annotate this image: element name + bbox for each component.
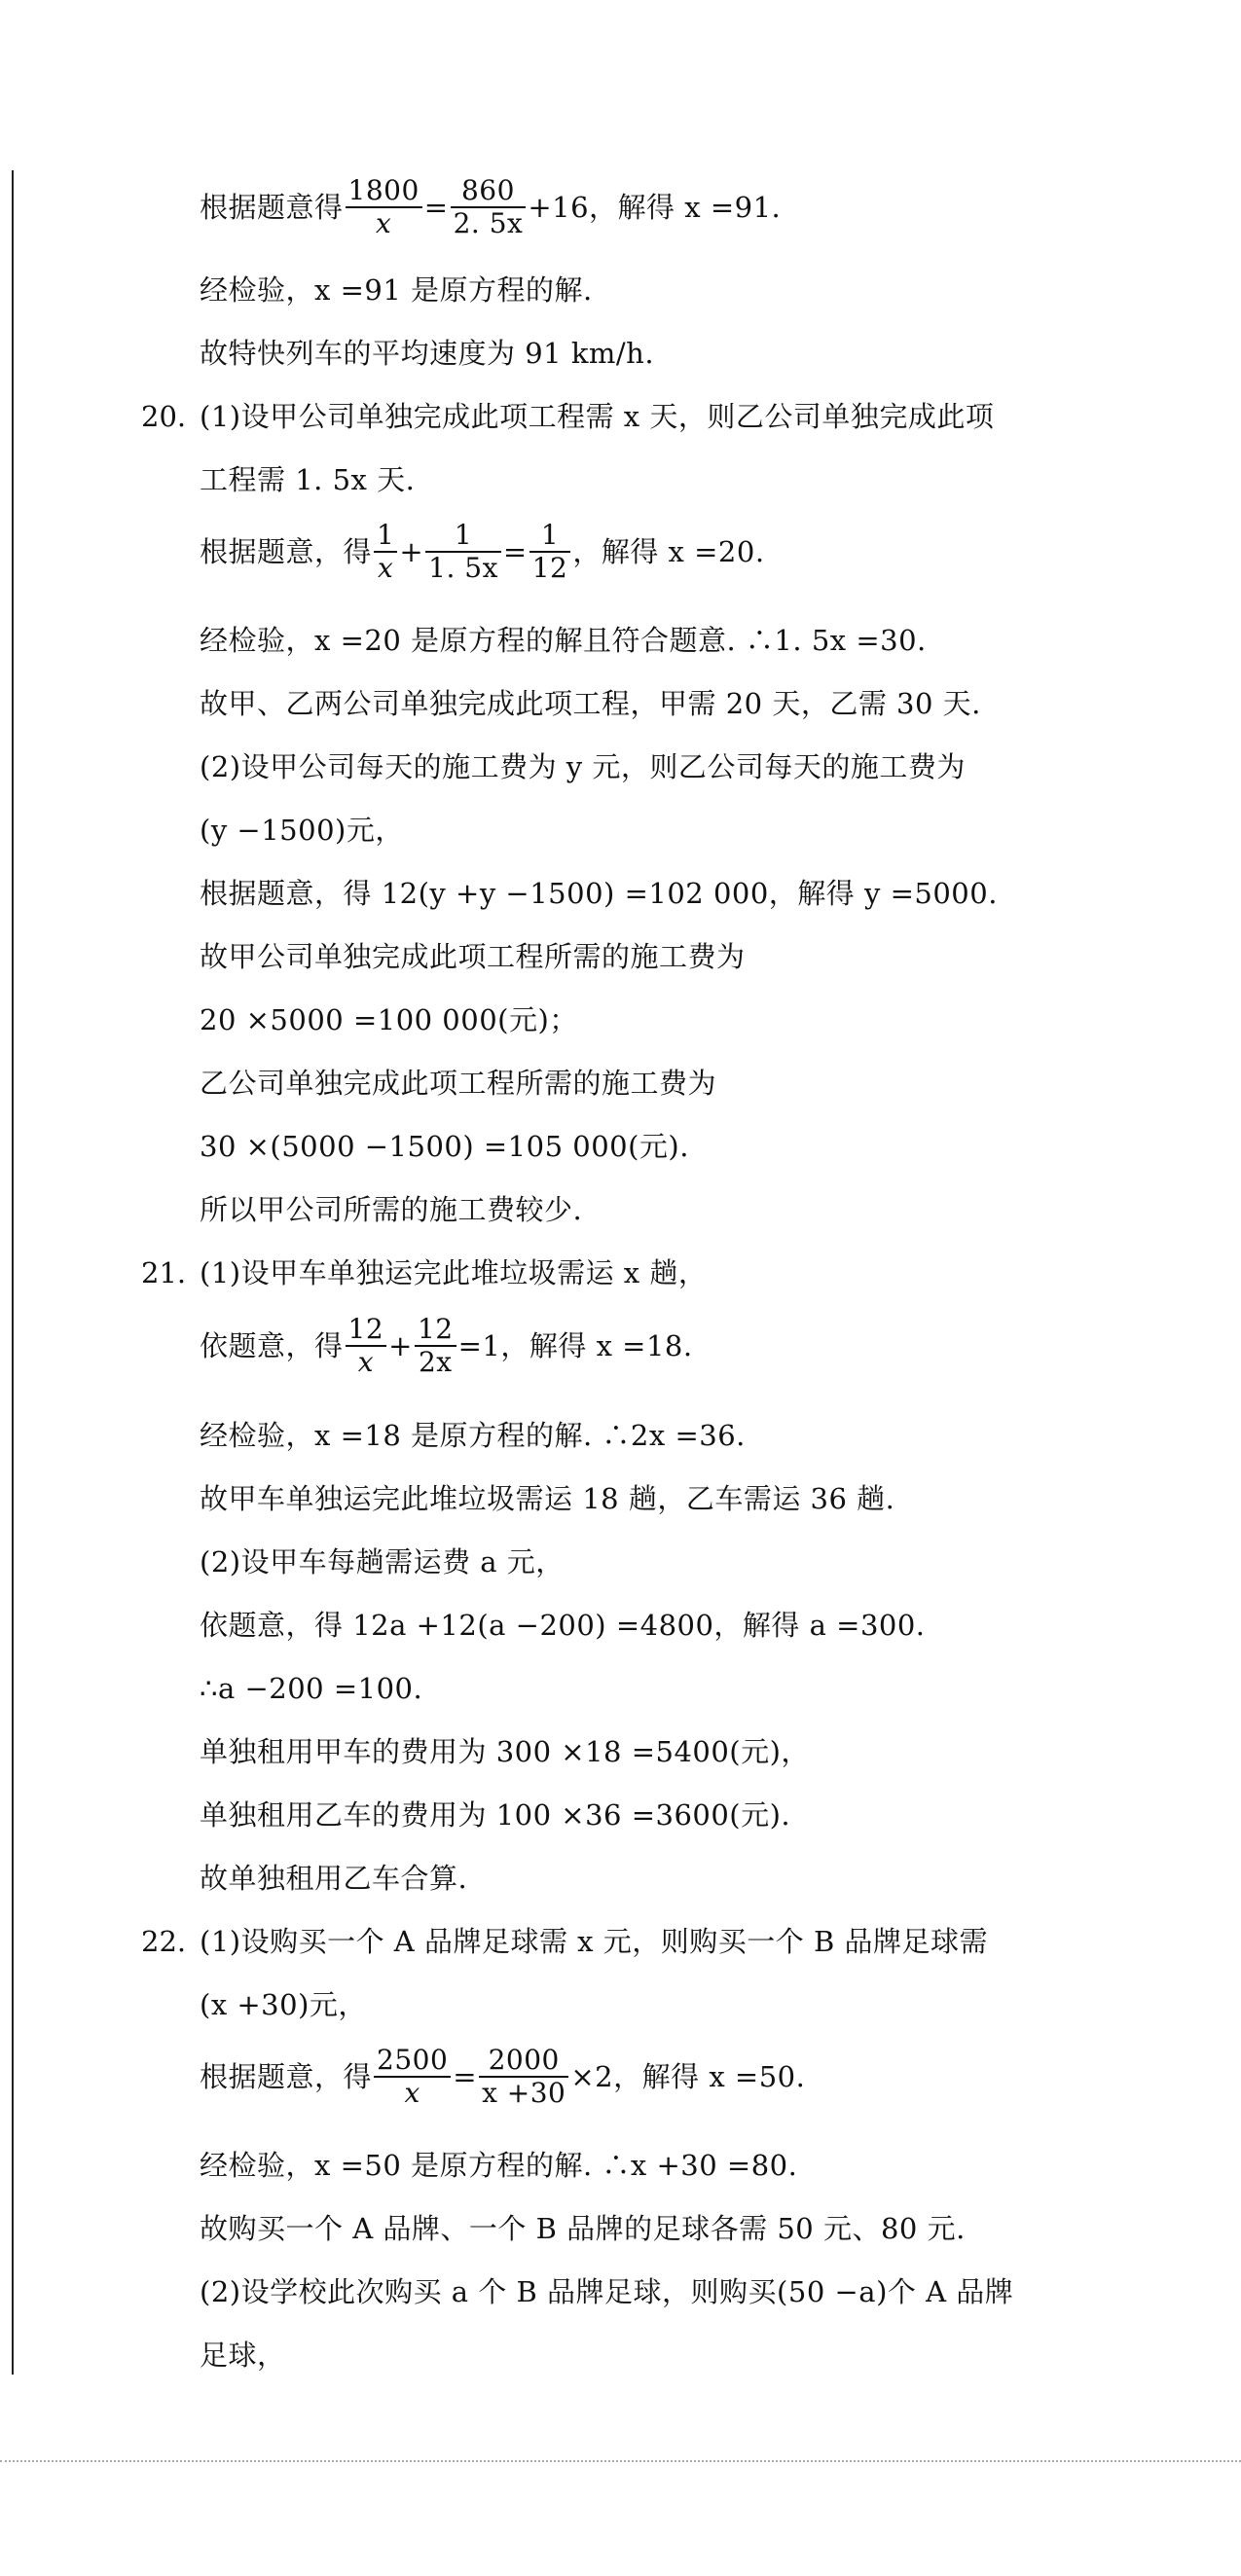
text-segment: + xyxy=(388,1329,413,1362)
text-line: (y −1500)元， xyxy=(200,814,404,847)
text-line: 30 ×(5000 −1500) =105 000(元). xyxy=(200,1130,689,1163)
text-line: 故单独租用乙车合算. xyxy=(200,1862,468,1895)
text-line: 经检验，x =91 是原方程的解. xyxy=(200,273,593,307)
text-line: 乙公司单独完成此项工程所需的施工费为 xyxy=(200,1067,717,1100)
denominator: 1. 5x xyxy=(428,552,498,584)
text-segment: 根据题意得 xyxy=(200,191,344,224)
text-segment: = xyxy=(423,191,449,224)
text-line: 故购买一个 A 品牌、一个 B 品牌的足球各需 50 元、80 元. xyxy=(200,2212,966,2245)
numerator: 12 xyxy=(415,1314,456,1347)
question-number: 21. xyxy=(141,1256,187,1289)
text-line: (2)设甲车每趟需运费 a 元， xyxy=(200,1545,565,1578)
text-segment: =1，解得 x =18. xyxy=(457,1329,693,1362)
denominator: x +30 xyxy=(482,2077,566,2109)
text-line: ∴a −200 =100. xyxy=(200,1672,423,1705)
footer-dotted-rule xyxy=(0,2460,1241,2462)
fraction xyxy=(451,175,527,239)
text-line: (2)设甲公司每天的施工费为 y 元，则乙公司每天的施工费为 xyxy=(200,750,966,783)
text-segment: + xyxy=(399,535,424,568)
text-segment: = xyxy=(502,535,528,568)
text-line: 所以甲公司所需的施工费较少. xyxy=(200,1193,583,1226)
text-line: 20 ×5000 =100 000(元)； xyxy=(200,1003,578,1036)
text-line: 单独租用乙车的费用为 100 ×36 =3600(元). xyxy=(200,1798,791,1832)
text-line: (1)设购买一个 A 品牌足球需 x 元，则购买一个 B 品牌足球需 xyxy=(200,1925,988,1958)
fraction xyxy=(346,1314,387,1378)
text-segment: ，解得 x =20. xyxy=(572,535,765,568)
fraction xyxy=(479,2045,568,2109)
numerator: 1800 xyxy=(346,175,422,208)
text-line: 故甲车单独运完此堆垃圾需运 18 趟，乙车需运 36 趟. xyxy=(200,1482,895,1515)
fraction xyxy=(374,2045,451,2109)
denominator: 2x xyxy=(418,1346,453,1378)
numerator: 12 xyxy=(346,1314,387,1347)
text-segment: = xyxy=(453,2060,478,2093)
question-number: 20. xyxy=(141,400,187,433)
question-number: 22. xyxy=(141,1925,187,1958)
numerator: 860 xyxy=(451,175,527,208)
text-line: (1)设甲车单独运完此堆垃圾需运 x 趟， xyxy=(200,1256,708,1289)
text-segment: 依题意，得 xyxy=(200,1329,344,1362)
text-segment: 根据题意，得 xyxy=(200,535,373,568)
fraction xyxy=(374,520,397,584)
equation-line xyxy=(200,519,765,586)
fraction xyxy=(529,520,571,584)
text-line: 故甲公司单独完成此项工程所需的施工费为 xyxy=(200,940,746,973)
denominator: x xyxy=(378,552,394,584)
numerator: 1 xyxy=(425,520,501,553)
text-line: (x +30)元， xyxy=(200,1988,367,2021)
equation-line xyxy=(200,1313,693,1380)
text-segment: ×2，解得 x =50. xyxy=(570,2060,806,2093)
fraction xyxy=(346,175,422,239)
text-line: 工程需 1. 5x 天. xyxy=(200,463,416,496)
numerator: 1 xyxy=(374,520,397,553)
text-line: 经检验，x =18 是原方程的解. ∴2x =36. xyxy=(200,1419,746,1452)
denominator: 12 xyxy=(531,552,568,584)
text-line: (1)设甲公司单独完成此项工程需 x 天，则乙公司单独完成此项 xyxy=(200,400,995,433)
text-line: 经检验，x =50 是原方程的解. ∴x +30 =80. xyxy=(200,2149,798,2182)
equation-line xyxy=(200,2044,806,2111)
fraction xyxy=(415,1314,456,1378)
text-line: (2)设学校此次购买 a 个 B 品牌足球，则购买(50 −a)个 A 品牌 xyxy=(200,2275,1014,2308)
numerator: 1 xyxy=(529,520,571,553)
denominator: x xyxy=(404,2077,420,2109)
text-line: 故甲、乙两公司单独完成此项工程，甲需 20 天，乙需 30 天. xyxy=(200,687,981,720)
equation-line xyxy=(200,174,782,241)
denominator: x xyxy=(357,1346,374,1378)
fraction xyxy=(425,520,501,584)
denominator: 2. 5x xyxy=(453,207,524,239)
text-line: 单独租用甲车的费用为 300 ×18 =5400(元)， xyxy=(200,1735,810,1768)
text-segment: +16，解得 x =91. xyxy=(528,191,782,224)
text-line: 根据题意，得 12(y +y −1500) =102 000，解得 y =5000. xyxy=(200,877,998,910)
text-line: 足球， xyxy=(200,2339,286,2372)
text-segment: 根据题意，得 xyxy=(200,2060,373,2093)
text-line: 依题意，得 12a +12(a −200) =4800，解得 a =300. xyxy=(200,1609,926,1642)
numerator: 2500 xyxy=(374,2045,451,2078)
denominator: x xyxy=(376,207,392,239)
numerator: 2000 xyxy=(479,2045,568,2078)
text-line: 故特快列车的平均速度为 91 km/h. xyxy=(200,337,655,370)
text-line: 经检验，x =20 是原方程的解且符合题意. ∴1. 5x =30. xyxy=(200,624,927,657)
left-margin-rule xyxy=(12,170,14,2375)
